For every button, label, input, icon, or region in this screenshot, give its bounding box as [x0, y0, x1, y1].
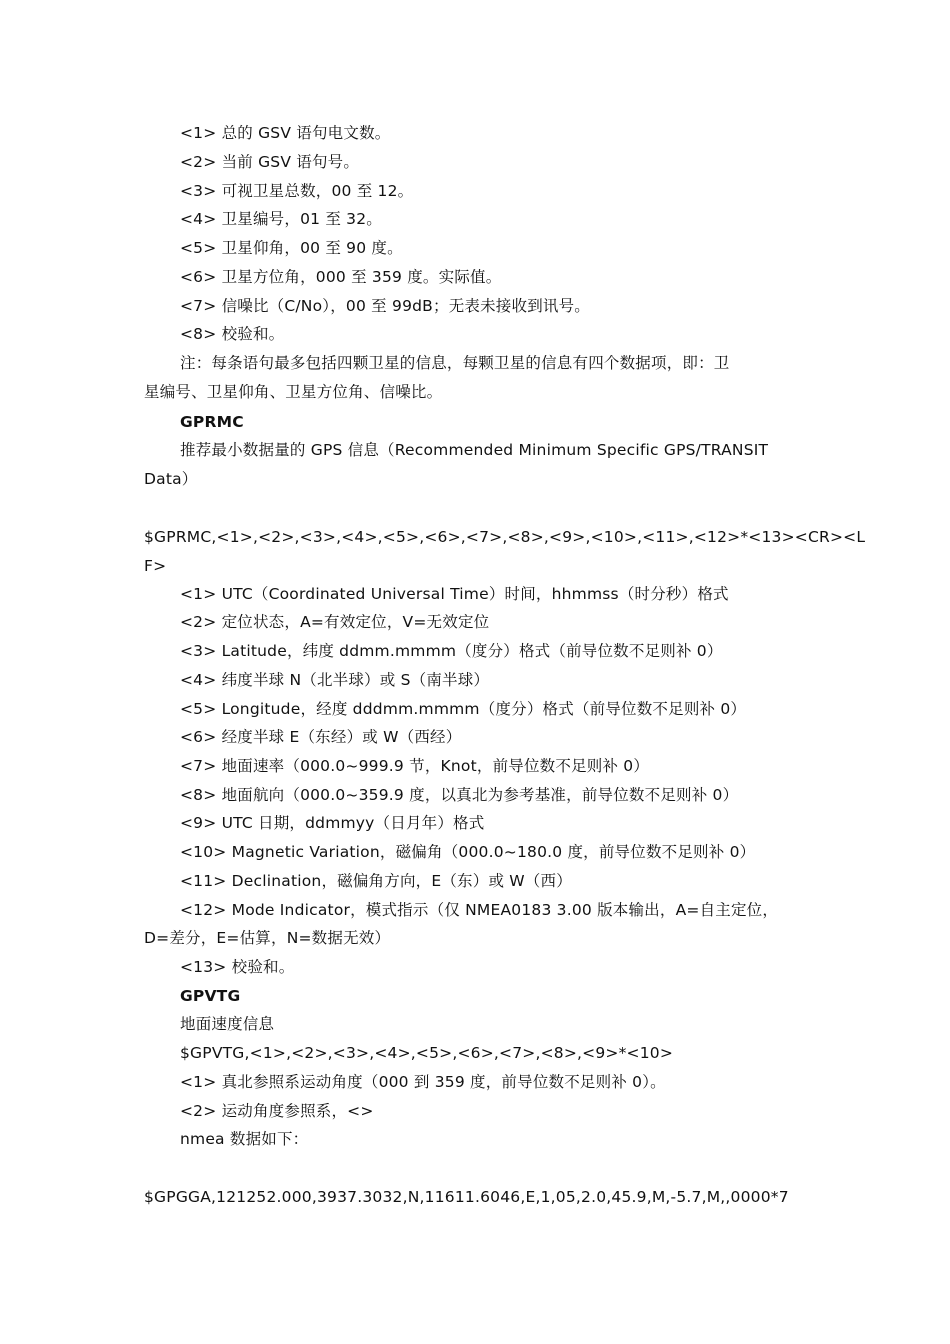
- gprmc-item-7: <7> 地面速率（000.0~999.9 节，Knot，前导位数不足则补 0）: [180, 757, 650, 775]
- gprmc-item-10: <10> Magnetic Variation，磁偏角（000.0~180.0 度，前导位数不足则补 0）: [180, 843, 756, 861]
- gsv-item-8: <8> 校验和。: [180, 325, 285, 343]
- gprmc-item-5: <5> Longitude，经度 dddmm.mmmm（度分）格式（前导位数不足则补 0）: [180, 700, 747, 718]
- gprmc-item-1: <1> UTC（Coordinated Universal Time）时间，hhmmss（时分秒）格式: [180, 585, 729, 603]
- gprmc-item-12-line-1: <12> Mode Indicator，模式指示（仅 NMEA0183 3.00 版本输出，A=自主定位，: [180, 901, 779, 919]
- gprmc-item-6: <6> 经度半球 E（东经）或 W（西经）: [180, 728, 462, 746]
- nmea-sample-line: $GPGGA,121252.000,3937.3032,N,11611.6046,E,1,05,2.0,45.9,M,-5.7,M,,0000*7: [144, 1188, 789, 1206]
- gprmc-item-3: <3> Latitude，纬度 ddmm.mmmm（度分）格式（前导位数不足则补 0）: [180, 642, 723, 660]
- gsv-item-7: <7> 信噪比（C/No），00 至 99dB；无表未接收到讯号。: [180, 297, 591, 315]
- gsv-item-1: <1> 总的 GSV 语句电文数。: [180, 124, 391, 142]
- gprmc-item-2: <2> 定位状态，A=有效定位，V=无效定位: [180, 613, 490, 631]
- gpvtg-heading: GPVTG: [180, 987, 241, 1005]
- gprmc-heading: GPRMC: [180, 413, 244, 431]
- gprmc-item-11: <11> Declination，磁偏角方向，E（东）或 W（西）: [180, 872, 572, 890]
- note-line-1: 注：每条语句最多包括四颗卫星的信息，每颗卫星的信息有四个数据项，即：卫: [180, 354, 730, 372]
- gprmc-format-line-2: F>: [144, 557, 167, 575]
- gsv-item-2: <2> 当前 GSV 语句号。: [180, 153, 360, 171]
- gprmc-desc-line-2: Data）: [144, 470, 198, 488]
- gsv-item-5: <5> 卫星仰角，00 至 90 度。: [180, 239, 403, 257]
- gprmc-format-line-1: $GPRMC,<1>,<2>,<3>,<4>,<5>,<6>,<7>,<8>,<9>,<10>,<11>,<12>*<13><CR><L: [144, 528, 866, 546]
- gpvtg-format: $GPVTG,<1>,<2>,<3>,<4>,<5>,<6>,<7>,<8>,<9>*<10>: [180, 1044, 674, 1062]
- gprmc-desc-line-1: 推荐最小数据量的 GPS 信息（Recommended Minimum Specific GPS/TRANSIT: [180, 441, 769, 459]
- gprmc-item-9: <9> UTC 日期，ddmmyy（日月年）格式: [180, 814, 485, 832]
- nmea-intro: nmea 数据如下：: [180, 1130, 309, 1148]
- gpvtg-item-2: <2> 运动角度参照系，<>: [180, 1102, 374, 1120]
- note-line-2: 星编号、卫星仰角、卫星方位角、信噪比。: [144, 383, 443, 401]
- gsv-item-3: <3> 可视卫星总数，00 至 12。: [180, 182, 414, 200]
- gpvtg-desc: 地面速度信息: [180, 1015, 275, 1033]
- gpvtg-item-1: <1> 真北参照系运动角度（000 到 359 度，前导位数不足则补 0）。: [180, 1073, 666, 1091]
- gsv-item-6: <6> 卫星方位角，000 至 359 度。实际值。: [180, 268, 502, 286]
- gsv-item-4: <4> 卫星编号，01 至 32。: [180, 210, 382, 228]
- gprmc-item-13: <13> 校验和。: [180, 958, 295, 976]
- gprmc-item-4: <4> 纬度半球 N（北半球）或 S（南半球）: [180, 671, 490, 689]
- gprmc-item-12-line-2: D=差分，E=估算，N=数据无效）: [144, 929, 391, 947]
- gprmc-item-8: <8> 地面航向（000.0~359.9 度，以真北为参考基准，前导位数不足则补 0）: [180, 786, 739, 804]
